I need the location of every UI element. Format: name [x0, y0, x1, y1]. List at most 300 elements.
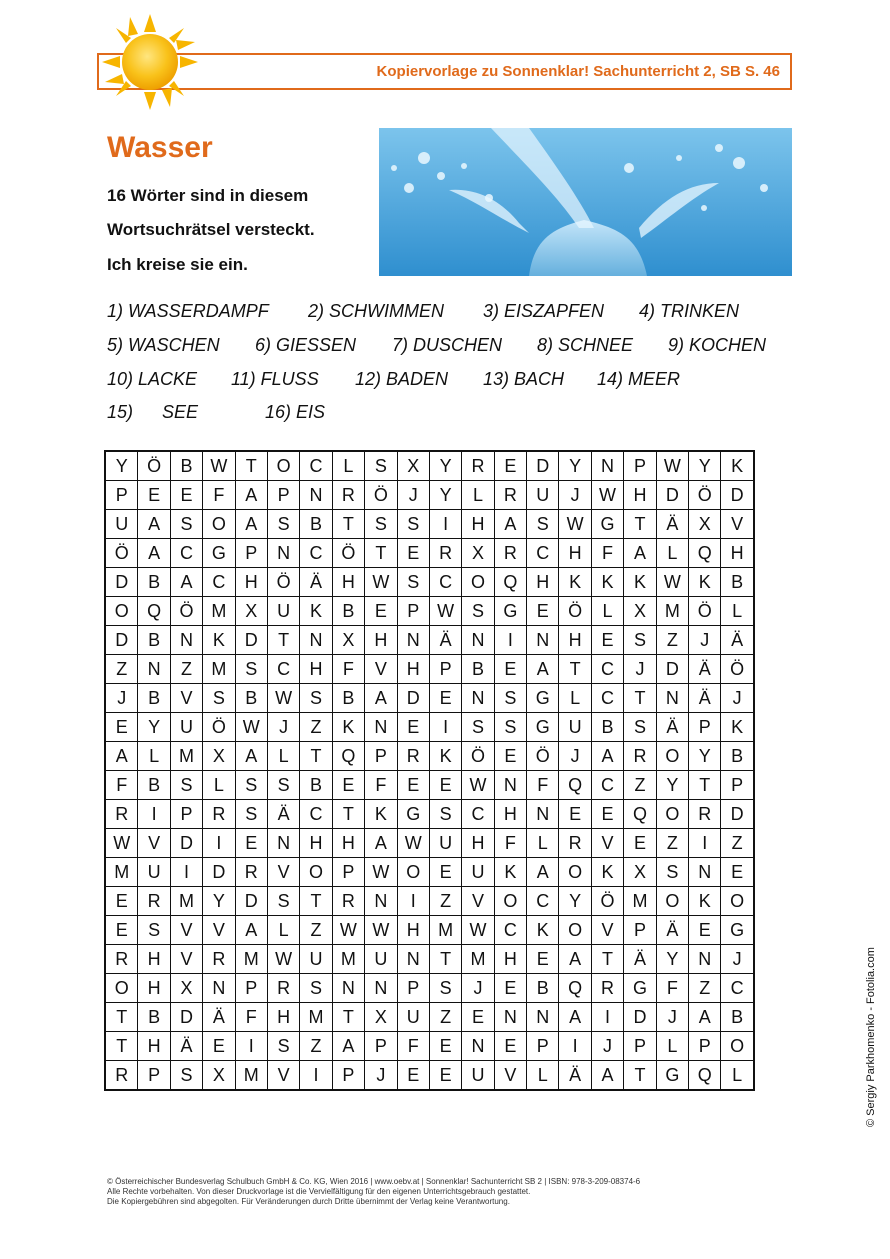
grid-cell[interactable]: G [624, 974, 656, 1003]
grid-cell[interactable]: N [365, 887, 397, 916]
grid-cell[interactable]: E [559, 800, 591, 829]
grid-cell[interactable]: J [397, 481, 429, 510]
grid-cell[interactable]: R [203, 945, 235, 974]
grid-cell[interactable]: J [689, 626, 721, 655]
grid-cell[interactable]: X [235, 597, 267, 626]
grid-cell[interactable]: Z [429, 887, 461, 916]
grid-cell[interactable]: E [397, 771, 429, 800]
grid-cell[interactable]: K [494, 858, 526, 887]
grid-cell[interactable]: K [429, 742, 461, 771]
grid-cell[interactable]: N [527, 800, 559, 829]
grid-cell[interactable]: O [267, 451, 299, 481]
grid-cell[interactable]: H [300, 829, 332, 858]
grid-cell[interactable]: E [591, 800, 623, 829]
grid-cell[interactable]: R [689, 800, 721, 829]
grid-cell[interactable]: G [203, 539, 235, 568]
grid-cell[interactable]: W [559, 510, 591, 539]
grid-cell[interactable]: M [656, 597, 688, 626]
grid-cell[interactable]: C [494, 916, 526, 945]
grid-cell[interactable]: A [591, 1061, 623, 1091]
grid-cell[interactable]: R [203, 800, 235, 829]
grid-cell[interactable]: C [300, 451, 332, 481]
grid-cell[interactable]: W [397, 829, 429, 858]
grid-cell[interactable]: V [170, 916, 202, 945]
grid-cell[interactable]: Y [138, 713, 170, 742]
grid-cell[interactable]: H [462, 510, 494, 539]
grid-cell[interactable]: M [235, 945, 267, 974]
grid-cell[interactable]: R [235, 858, 267, 887]
grid-cell[interactable]: V [365, 655, 397, 684]
grid-cell[interactable]: K [527, 916, 559, 945]
grid-cell[interactable]: T [365, 539, 397, 568]
grid-cell[interactable]: V [203, 916, 235, 945]
grid-cell[interactable]: G [591, 510, 623, 539]
grid-cell[interactable]: J [559, 481, 591, 510]
grid-cell[interactable]: E [235, 829, 267, 858]
grid-cell[interactable]: I [494, 626, 526, 655]
grid-cell[interactable]: E [397, 1061, 429, 1091]
grid-cell[interactable]: D [105, 626, 138, 655]
grid-cell[interactable]: W [656, 568, 688, 597]
grid-cell[interactable]: T [300, 887, 332, 916]
grid-cell[interactable]: C [300, 539, 332, 568]
grid-cell[interactable]: B [170, 451, 202, 481]
grid-cell[interactable]: A [105, 742, 138, 771]
grid-cell[interactable]: O [656, 887, 688, 916]
grid-cell[interactable]: S [656, 858, 688, 887]
grid-cell[interactable]: S [300, 684, 332, 713]
grid-cell[interactable]: P [105, 481, 138, 510]
grid-cell[interactable]: Ä [656, 916, 688, 945]
grid-cell[interactable]: D [656, 655, 688, 684]
grid-cell[interactable]: Ä [689, 655, 721, 684]
grid-cell[interactable]: S [429, 974, 461, 1003]
grid-cell[interactable]: D [721, 481, 754, 510]
grid-cell[interactable]: E [397, 713, 429, 742]
grid-cell[interactable]: S [138, 916, 170, 945]
grid-cell[interactable]: T [105, 1003, 138, 1032]
grid-cell[interactable]: L [721, 1061, 754, 1091]
grid-cell[interactable]: K [591, 568, 623, 597]
grid-cell[interactable]: D [656, 481, 688, 510]
grid-cell[interactable]: S [203, 684, 235, 713]
grid-cell[interactable]: J [721, 945, 754, 974]
grid-cell[interactable]: W [267, 684, 299, 713]
grid-cell[interactable]: D [170, 1003, 202, 1032]
grid-cell[interactable]: M [203, 597, 235, 626]
grid-cell[interactable]: P [397, 597, 429, 626]
grid-cell[interactable]: E [429, 1032, 461, 1061]
grid-cell[interactable]: O [203, 510, 235, 539]
grid-cell[interactable]: C [591, 771, 623, 800]
grid-cell[interactable]: P [689, 1032, 721, 1061]
grid-cell[interactable]: V [591, 916, 623, 945]
grid-cell[interactable]: V [138, 829, 170, 858]
grid-cell[interactable]: J [559, 742, 591, 771]
grid-cell[interactable]: B [138, 771, 170, 800]
grid-cell[interactable]: O [721, 887, 754, 916]
grid-cell[interactable]: W [365, 858, 397, 887]
grid-cell[interactable]: A [559, 1003, 591, 1032]
grid-cell[interactable]: Y [559, 887, 591, 916]
grid-cell[interactable]: V [494, 1061, 526, 1091]
grid-cell[interactable]: K [721, 451, 754, 481]
grid-cell[interactable]: U [429, 829, 461, 858]
grid-cell[interactable]: R [624, 742, 656, 771]
grid-cell[interactable]: N [527, 1003, 559, 1032]
grid-cell[interactable]: A [235, 742, 267, 771]
grid-cell[interactable]: X [203, 742, 235, 771]
grid-cell[interactable]: S [235, 771, 267, 800]
grid-cell[interactable]: Z [656, 829, 688, 858]
grid-cell[interactable]: Z [689, 974, 721, 1003]
grid-cell[interactable]: F [397, 1032, 429, 1061]
grid-cell[interactable]: S [397, 510, 429, 539]
grid-cell[interactable]: H [332, 829, 364, 858]
grid-cell[interactable]: M [170, 742, 202, 771]
grid-cell[interactable]: R [429, 539, 461, 568]
grid-cell[interactable]: A [527, 858, 559, 887]
grid-cell[interactable]: I [429, 713, 461, 742]
grid-cell[interactable]: C [267, 655, 299, 684]
grid-cell[interactable]: B [721, 568, 754, 597]
grid-cell[interactable]: A [138, 510, 170, 539]
grid-cell[interactable]: K [721, 713, 754, 742]
grid-cell[interactable]: G [527, 713, 559, 742]
grid-cell[interactable]: D [624, 1003, 656, 1032]
grid-cell[interactable]: O [105, 974, 138, 1003]
grid-cell[interactable]: Z [721, 829, 754, 858]
grid-cell[interactable]: A [235, 916, 267, 945]
grid-cell[interactable]: D [235, 626, 267, 655]
grid-cell[interactable]: I [138, 800, 170, 829]
grid-cell[interactable]: M [624, 887, 656, 916]
grid-cell[interactable]: O [397, 858, 429, 887]
grid-cell[interactable]: Q [138, 597, 170, 626]
grid-cell[interactable]: I [689, 829, 721, 858]
grid-cell[interactable]: H [494, 800, 526, 829]
grid-cell[interactable]: Ö [365, 481, 397, 510]
grid-cell[interactable]: W [462, 916, 494, 945]
grid-cell[interactable]: Ö [527, 742, 559, 771]
grid-cell[interactable]: L [332, 451, 364, 481]
grid-cell[interactable]: K [689, 887, 721, 916]
grid-cell[interactable]: N [689, 858, 721, 887]
grid-cell[interactable]: L [462, 481, 494, 510]
grid-cell[interactable]: W [429, 597, 461, 626]
grid-cell[interactable]: X [397, 451, 429, 481]
grid-cell[interactable]: B [721, 742, 754, 771]
grid-cell[interactable]: Y [656, 945, 688, 974]
grid-cell[interactable]: W [365, 568, 397, 597]
grid-cell[interactable]: Ö [105, 539, 138, 568]
grid-cell[interactable]: B [332, 597, 364, 626]
grid-cell[interactable]: Ö [462, 742, 494, 771]
grid-cell[interactable]: Y [429, 481, 461, 510]
grid-cell[interactable]: E [332, 771, 364, 800]
grid-cell[interactable]: P [235, 539, 267, 568]
grid-cell[interactable]: O [721, 1032, 754, 1061]
grid-cell[interactable]: T [332, 800, 364, 829]
grid-cell[interactable]: B [300, 771, 332, 800]
grid-cell[interactable]: S [170, 771, 202, 800]
grid-cell[interactable]: L [656, 539, 688, 568]
grid-cell[interactable]: E [494, 655, 526, 684]
grid-cell[interactable]: Z [429, 1003, 461, 1032]
grid-cell[interactable]: Ö [267, 568, 299, 597]
grid-cell[interactable]: J [105, 684, 138, 713]
grid-cell[interactable]: E [721, 858, 754, 887]
grid-cell[interactable]: C [527, 887, 559, 916]
grid-cell[interactable]: N [397, 945, 429, 974]
grid-cell[interactable]: D [397, 684, 429, 713]
grid-cell[interactable]: I [170, 858, 202, 887]
grid-cell[interactable]: L [527, 1061, 559, 1091]
grid-cell[interactable]: E [689, 916, 721, 945]
grid-cell[interactable]: O [656, 742, 688, 771]
grid-cell[interactable]: N [365, 713, 397, 742]
grid-cell[interactable]: Ä [624, 945, 656, 974]
grid-cell[interactable]: D [170, 829, 202, 858]
grid-cell[interactable]: U [267, 597, 299, 626]
grid-cell[interactable]: N [300, 481, 332, 510]
grid-cell[interactable]: B [527, 974, 559, 1003]
grid-cell[interactable]: K [332, 713, 364, 742]
grid-cell[interactable]: N [462, 684, 494, 713]
grid-cell[interactable]: K [689, 568, 721, 597]
grid-cell[interactable]: H [138, 974, 170, 1003]
grid-cell[interactable]: B [721, 1003, 754, 1032]
grid-cell[interactable]: O [300, 858, 332, 887]
grid-cell[interactable]: U [462, 1061, 494, 1091]
grid-cell[interactable]: N [267, 539, 299, 568]
grid-cell[interactable]: Z [300, 1032, 332, 1061]
grid-cell[interactable]: B [591, 713, 623, 742]
grid-cell[interactable]: Z [105, 655, 138, 684]
grid-cell[interactable]: S [429, 800, 461, 829]
grid-cell[interactable]: C [203, 568, 235, 597]
grid-cell[interactable]: T [591, 945, 623, 974]
grid-cell[interactable]: I [591, 1003, 623, 1032]
grid-cell[interactable]: U [105, 510, 138, 539]
grid-cell[interactable]: B [235, 684, 267, 713]
grid-cell[interactable]: T [332, 1003, 364, 1032]
grid-cell[interactable]: Ö [721, 655, 754, 684]
grid-cell[interactable]: O [105, 597, 138, 626]
grid-cell[interactable]: T [559, 655, 591, 684]
grid-cell[interactable]: A [365, 829, 397, 858]
grid-cell[interactable]: N [494, 1003, 526, 1032]
grid-cell[interactable]: M [462, 945, 494, 974]
grid-cell[interactable]: M [235, 1061, 267, 1091]
grid-cell[interactable]: X [624, 858, 656, 887]
grid-cell[interactable]: B [462, 655, 494, 684]
grid-cell[interactable]: P [170, 800, 202, 829]
grid-cell[interactable]: J [721, 684, 754, 713]
grid-cell[interactable]: H [397, 655, 429, 684]
grid-cell[interactable]: I [203, 829, 235, 858]
grid-cell[interactable]: J [267, 713, 299, 742]
grid-cell[interactable]: Ä [656, 713, 688, 742]
grid-cell[interactable]: M [203, 655, 235, 684]
grid-cell[interactable]: B [300, 510, 332, 539]
grid-cell[interactable]: R [559, 829, 591, 858]
grid-cell[interactable]: Ö [591, 887, 623, 916]
grid-cell[interactable]: T [624, 684, 656, 713]
grid-cell[interactable]: Ö [559, 597, 591, 626]
grid-cell[interactable]: I [397, 887, 429, 916]
grid-cell[interactable]: I [300, 1061, 332, 1091]
grid-cell[interactable]: T [105, 1032, 138, 1061]
grid-cell[interactable]: E [429, 1061, 461, 1091]
grid-cell[interactable]: E [494, 1032, 526, 1061]
grid-cell[interactable]: H [300, 655, 332, 684]
grid-cell[interactable]: Q [494, 568, 526, 597]
grid-cell[interactable]: S [624, 713, 656, 742]
grid-cell[interactable]: V [591, 829, 623, 858]
grid-cell[interactable]: K [624, 568, 656, 597]
grid-cell[interactable]: C [300, 800, 332, 829]
grid-cell[interactable]: H [138, 1032, 170, 1061]
grid-cell[interactable]: O [494, 887, 526, 916]
grid-cell[interactable]: I [235, 1032, 267, 1061]
grid-cell[interactable]: W [267, 945, 299, 974]
grid-cell[interactable]: L [267, 916, 299, 945]
grid-cell[interactable]: W [365, 916, 397, 945]
grid-cell[interactable]: Q [624, 800, 656, 829]
grid-cell[interactable]: D [527, 451, 559, 481]
grid-cell[interactable]: Q [689, 539, 721, 568]
grid-cell[interactable]: N [462, 626, 494, 655]
grid-cell[interactable]: V [721, 510, 754, 539]
grid-cell[interactable]: S [235, 800, 267, 829]
grid-cell[interactable]: F [656, 974, 688, 1003]
grid-cell[interactable]: B [138, 568, 170, 597]
grid-cell[interactable]: V [462, 887, 494, 916]
grid-cell[interactable]: J [462, 974, 494, 1003]
grid-cell[interactable]: S [267, 1032, 299, 1061]
grid-cell[interactable]: D [105, 568, 138, 597]
grid-cell[interactable]: V [267, 1061, 299, 1091]
grid-cell[interactable]: R [332, 481, 364, 510]
grid-cell[interactable]: A [591, 742, 623, 771]
grid-cell[interactable]: T [689, 771, 721, 800]
grid-cell[interactable]: U [300, 945, 332, 974]
grid-cell[interactable]: A [527, 655, 559, 684]
grid-cell[interactable]: U [138, 858, 170, 887]
grid-cell[interactable]: E [365, 597, 397, 626]
grid-cell[interactable]: E [429, 684, 461, 713]
grid-cell[interactable]: F [332, 655, 364, 684]
grid-cell[interactable]: P [332, 858, 364, 887]
grid-cell[interactable]: B [138, 684, 170, 713]
grid-cell[interactable]: O [559, 858, 591, 887]
grid-cell[interactable]: Ö [203, 713, 235, 742]
grid-cell[interactable]: T [332, 510, 364, 539]
grid-cell[interactable]: F [494, 829, 526, 858]
grid-cell[interactable]: N [365, 974, 397, 1003]
grid-cell[interactable]: Ä [267, 800, 299, 829]
grid-cell[interactable]: D [235, 887, 267, 916]
grid-cell[interactable]: H [527, 568, 559, 597]
grid-cell[interactable]: J [591, 1032, 623, 1061]
grid-cell[interactable]: Ä [559, 1061, 591, 1091]
grid-cell[interactable]: H [559, 539, 591, 568]
grid-cell[interactable]: Ä [170, 1032, 202, 1061]
grid-cell[interactable]: E [624, 829, 656, 858]
grid-cell[interactable]: P [365, 1032, 397, 1061]
grid-cell[interactable]: Y [689, 742, 721, 771]
grid-cell[interactable]: E [527, 597, 559, 626]
grid-cell[interactable]: P [138, 1061, 170, 1091]
grid-cell[interactable]: Ö [689, 481, 721, 510]
grid-cell[interactable]: Y [656, 771, 688, 800]
grid-cell[interactable]: K [300, 597, 332, 626]
grid-cell[interactable]: Y [689, 451, 721, 481]
grid-cell[interactable]: I [559, 1032, 591, 1061]
grid-cell[interactable]: T [429, 945, 461, 974]
grid-cell[interactable]: D [721, 800, 754, 829]
grid-cell[interactable]: Ö [689, 597, 721, 626]
grid-cell[interactable]: L [656, 1032, 688, 1061]
grid-cell[interactable]: F [105, 771, 138, 800]
grid-cell[interactable]: O [462, 568, 494, 597]
grid-cell[interactable]: X [689, 510, 721, 539]
grid-cell[interactable]: N [267, 829, 299, 858]
grid-cell[interactable]: A [170, 568, 202, 597]
grid-cell[interactable]: P [624, 451, 656, 481]
grid-cell[interactable]: P [689, 713, 721, 742]
grid-cell[interactable]: Y [105, 451, 138, 481]
grid-cell[interactable]: I [429, 510, 461, 539]
grid-cell[interactable]: G [656, 1061, 688, 1091]
grid-cell[interactable]: Z [170, 655, 202, 684]
grid-cell[interactable]: P [365, 742, 397, 771]
grid-cell[interactable]: S [397, 568, 429, 597]
grid-cell[interactable]: D [203, 858, 235, 887]
grid-cell[interactable]: V [170, 945, 202, 974]
grid-cell[interactable]: Ä [203, 1003, 235, 1032]
grid-cell[interactable]: L [203, 771, 235, 800]
grid-cell[interactable]: Z [300, 916, 332, 945]
grid-cell[interactable]: P [624, 916, 656, 945]
grid-cell[interactable]: V [267, 858, 299, 887]
grid-cell[interactable]: N [397, 626, 429, 655]
grid-cell[interactable]: U [559, 713, 591, 742]
grid-cell[interactable]: P [397, 974, 429, 1003]
grid-cell[interactable]: R [105, 1061, 138, 1091]
grid-cell[interactable]: L [721, 597, 754, 626]
grid-cell[interactable]: S [494, 684, 526, 713]
grid-cell[interactable]: W [235, 713, 267, 742]
grid-cell[interactable]: Y [429, 451, 461, 481]
grid-cell[interactable]: H [494, 945, 526, 974]
grid-cell[interactable]: B [332, 684, 364, 713]
grid-cell[interactable]: P [267, 481, 299, 510]
grid-cell[interactable]: S [365, 510, 397, 539]
grid-cell[interactable]: H [721, 539, 754, 568]
grid-cell[interactable]: E [494, 451, 526, 481]
grid-cell[interactable]: S [624, 626, 656, 655]
grid-cell[interactable]: R [105, 800, 138, 829]
grid-cell[interactable]: A [235, 510, 267, 539]
grid-cell[interactable]: R [138, 887, 170, 916]
grid-cell[interactable]: N [203, 974, 235, 1003]
grid-cell[interactable]: X [170, 974, 202, 1003]
grid-cell[interactable]: X [203, 1061, 235, 1091]
grid-cell[interactable]: J [365, 1061, 397, 1091]
grid-cell[interactable]: C [429, 568, 461, 597]
